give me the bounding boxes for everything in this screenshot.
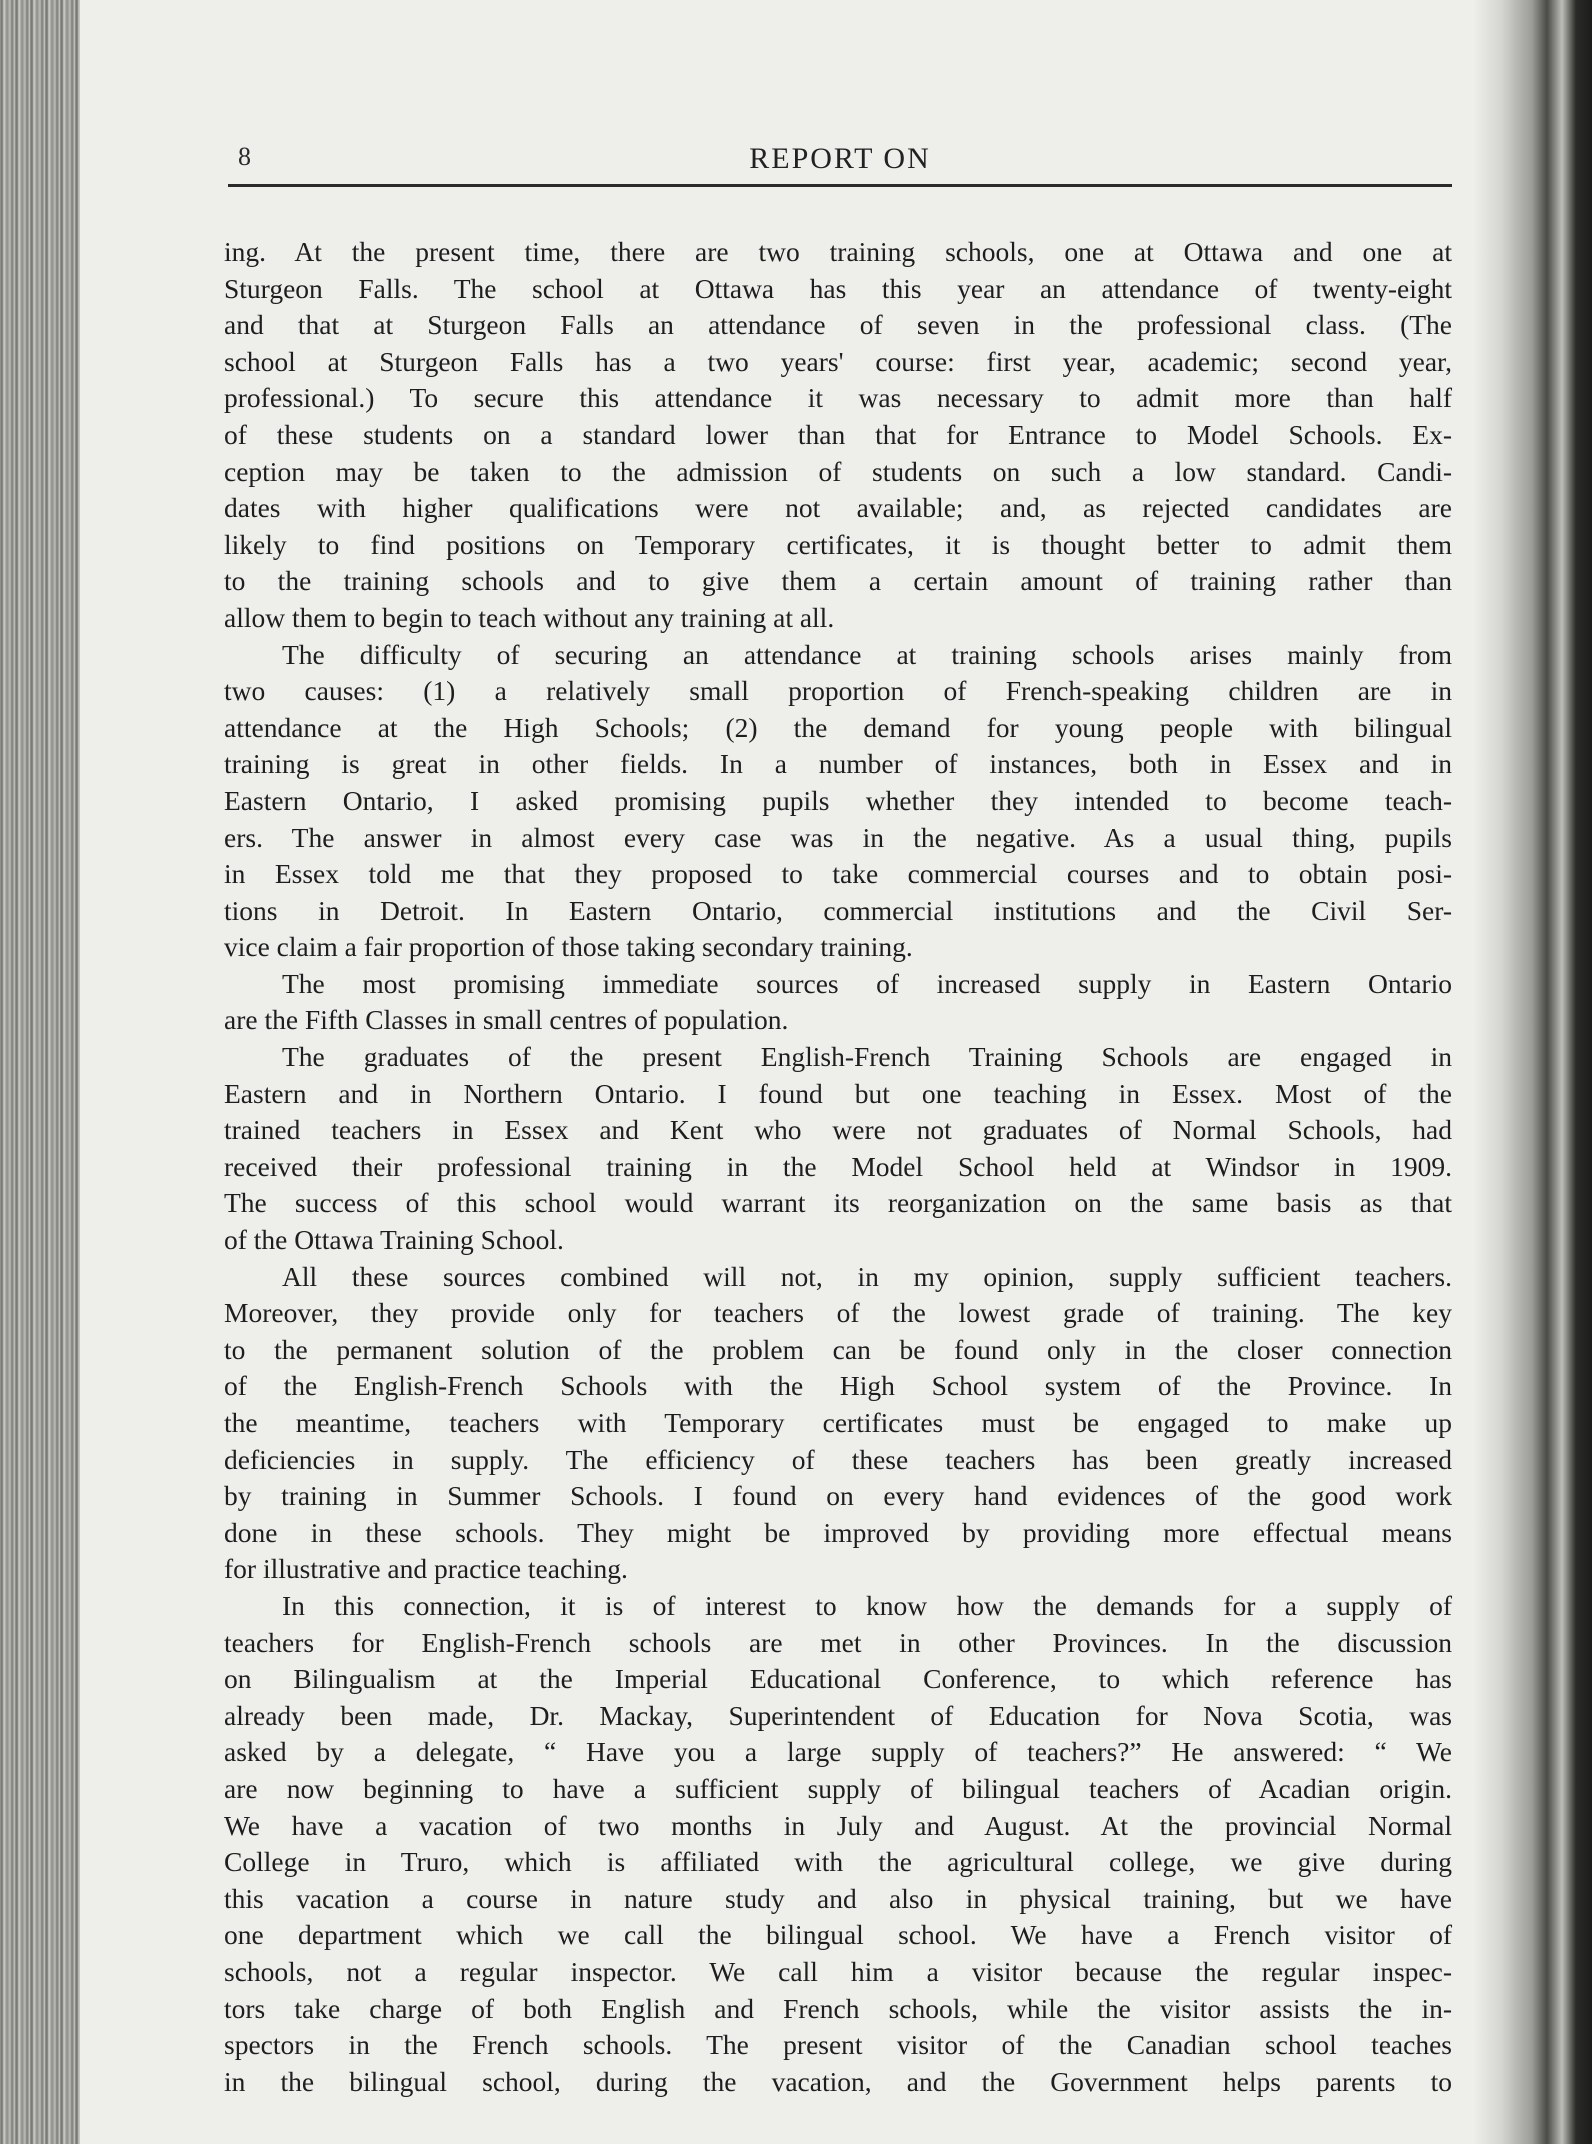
text-line: ers. The answer in almost every case was in the negative. As a usual thing, pupils (224, 821, 1452, 853)
text-line: allow them to begin to teach without any training at all. (224, 601, 835, 633)
paragraph (224, 1259, 1452, 1588)
text-line: College in Truro, which is affiliated with the agricultural college, we give during (224, 1846, 1452, 1878)
text-line: Eastern and in Northern Ontario. I found but one teaching in Essex. Most of the (224, 1077, 1452, 1109)
paragraph (224, 966, 1452, 1039)
paragraph (224, 234, 1452, 637)
page-header (228, 142, 1452, 187)
text-line: already been made, Dr. Mackay, Superintendent of Education for Nova Scotia, was (224, 1699, 1452, 1731)
text-line: asked by a delegate, “ Have you a large supply of teachers?” He answered: “ We (224, 1736, 1452, 1768)
text-line: on Bilingualism at the Imperial Educational Conference, to which reference has (224, 1663, 1452, 1695)
text-line: The most promising immediate sources of increased supply in Eastern Ontario (282, 967, 1452, 999)
book-page (80, 0, 1472, 2144)
paragraph (224, 1039, 1452, 1259)
text-line: trained teachers in Essex and Kent who were not graduates of Normal Schools, had (224, 1114, 1452, 1146)
running-head: REPORT ON (749, 142, 931, 175)
text-line: professional.) To secure this attendance it was necessary to admit more than half (224, 382, 1452, 414)
page-number: 8 (238, 142, 251, 171)
text-line: are now beginning to have a sufficient supply of bilingual teachers of Acadian origin. (224, 1772, 1452, 1804)
text-line: Sturgeon Falls. The school at Ottawa has this year an attendance of twenty-eight (224, 272, 1452, 304)
text-line: for illustrative and practice teaching. (224, 1553, 628, 1585)
text-line: spectors in the French schools. The present visitor of the Canadian school teaches (224, 2029, 1452, 2061)
text-line: by training in Summer Schools. I found on every hand evidences of the good work (224, 1480, 1452, 1512)
text-line: ing. At the present time, there are two training schools, one at Ottawa and one at (224, 236, 1452, 267)
text-line: attendance at the High Schools; (2) the demand for young people with bilingual (224, 711, 1452, 743)
text-line: All these sources combined will not, in my opinion, supply sufficient teachers. (282, 1260, 1452, 1292)
text-line: tors take charge of both English and French schools, while the visitor assists the in- (224, 1992, 1452, 2024)
text-line: We have a vacation of two months in July and August. At the provincial Normal (224, 1809, 1452, 1841)
text-line: The difficulty of securing an attendance at training schools arises mainly from (282, 638, 1452, 670)
book-binding-edge (0, 0, 80, 2144)
text-line: teachers for English-French schools are met in other Provinces. In the discussion (224, 1626, 1452, 1658)
text-line: The graduates of the present English-French Training Schools are engaged in (282, 1041, 1452, 1073)
text-line: this vacation a course in nature study and also in physical training, but we have (224, 1882, 1452, 1914)
text-line: likely to find positions on Temporary certificates, it is thought better to admit them (224, 528, 1452, 560)
text-line: tions in Detroit. In Eastern Ontario, commercial institutions and the Civil Ser- (224, 894, 1452, 926)
text-line: of the English-French Schools with the High School system of the Province. In (224, 1370, 1452, 1402)
text-line: are the Fifth Classes in small centres of population. (224, 1004, 789, 1036)
text-line: the meantime, teachers with Temporary certificates must be engaged to make up (224, 1407, 1452, 1438)
text-line: done in these schools. They might be improved by providing more effectual means (224, 1516, 1452, 1548)
body-text (224, 234, 1452, 2100)
text-line: in Essex told me that they proposed to take commercial courses and to obtain posi- (224, 858, 1452, 890)
text-line: The success of this school would warrant its reorganization on the same basis as that (224, 1187, 1452, 1219)
page-right-edge (1472, 0, 1592, 2144)
text-line: dates with higher qualifications were not available; and, as rejected candidates are (224, 492, 1452, 524)
text-line: in the bilingual school, during the vacation, and the Government helps parents to (224, 2065, 1452, 2097)
text-line: ception may be taken to the admission of students on such a low standard. Candi- (224, 455, 1452, 487)
text-line: received their professional training in the Model School held at Windsor in 1909. (224, 1150, 1452, 1182)
text-line: schools, not a regular inspector. We call him a visitor because the regular inspec- (224, 1955, 1452, 1987)
text-line: Eastern Ontario, I asked promising pupils whether they intended to become teach- (224, 784, 1452, 816)
paragraph (224, 1588, 1452, 2100)
text-line: of these students on a standard lower than that for Entrance to Model Schools. Ex- (224, 418, 1452, 450)
text-line: of the Ottawa Training School. (224, 1224, 564, 1256)
text-line: to the training schools and to give them a certain amount of training rather than (224, 565, 1452, 597)
text-line: two causes: (1) a relatively small proportion of French-speaking children are in (224, 675, 1452, 707)
text-line: one department which we call the bilingual school. We have a French visitor of (224, 1919, 1452, 1951)
paragraph (224, 637, 1452, 966)
text-line: vice claim a fair proportion of those taking secondary training. (224, 931, 913, 963)
text-line: school at Sturgeon Falls has a two years' course: first year, academic; second year, (224, 345, 1452, 377)
text-line: training is great in other fields. In a number of instances, both in Essex and in (224, 748, 1452, 780)
text-line: In this connection, it is of interest to know how the demands for a supply of (282, 1589, 1452, 1621)
text-line: deficiencies in supply. The efficiency of these teachers has been greatly increased (224, 1443, 1452, 1475)
text-line: to the permanent solution of the problem can be found only in the closer connection (224, 1333, 1452, 1365)
text-line: and that at Sturgeon Falls an attendance of seven in the professional class. (The (224, 309, 1452, 341)
text-line: Moreover, they provide only for teachers of the lowest grade of training. The key (224, 1297, 1452, 1329)
